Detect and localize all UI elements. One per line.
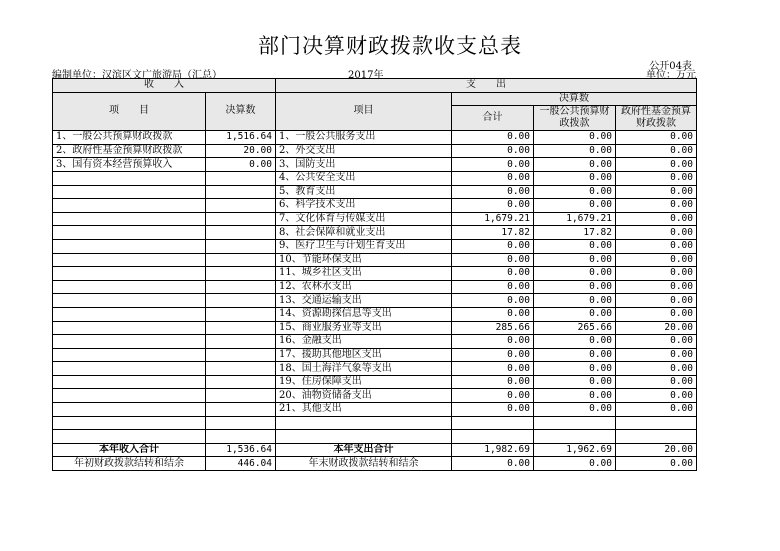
expense-header: 支 出	[276, 79, 697, 93]
expense-general: 0.00	[534, 280, 616, 294]
income-item-header: 项 目	[53, 92, 206, 131]
income-item	[53, 335, 206, 349]
expense-item: 16、金融支出	[276, 335, 452, 349]
totals-row-income-amount: 1,536.64	[206, 443, 276, 457]
expense-fund: 0.00	[616, 335, 697, 349]
expense-fund: 0.00	[616, 144, 697, 158]
totals-row-expense-label: 本年支出合计	[276, 443, 452, 457]
reporting-unit: 编制单位：汉滨区文广旅游局（汇总）	[52, 70, 222, 81]
expense-fund	[616, 416, 697, 430]
income-header: 收 入	[53, 79, 276, 93]
income-amount: 0.00	[206, 158, 276, 172]
income-item	[53, 280, 206, 294]
meta-line	[52, 66, 696, 81]
finance-table	[52, 78, 697, 471]
expense-fund: 0.00	[616, 158, 697, 172]
income-item	[53, 362, 206, 376]
income-amount	[206, 199, 276, 213]
balance-row-total: 0.00	[452, 457, 534, 471]
expense-item: 7、文化体育与传媒支出	[276, 212, 452, 226]
balance-row	[53, 457, 697, 471]
expense-general: 0.00	[534, 199, 616, 213]
expense-item	[276, 430, 452, 444]
expense-total	[452, 430, 534, 444]
expense-general: 0.00	[534, 185, 616, 199]
table-row	[53, 144, 697, 158]
expense-fund: 0.00	[616, 348, 697, 362]
income-amount	[206, 267, 276, 281]
income-amount	[206, 280, 276, 294]
expense-total: 0.00	[452, 171, 534, 185]
expense-fund: 0.00	[616, 307, 697, 321]
expense-total: 0.00	[452, 294, 534, 308]
table-row	[53, 131, 697, 145]
income-amount	[206, 335, 276, 349]
expense-item: 8、社会保障和就业支出	[276, 226, 452, 240]
expense-general: 0.00	[534, 375, 616, 389]
expense-general: 0.00	[534, 335, 616, 349]
income-item	[53, 171, 206, 185]
table-row	[53, 185, 697, 199]
income-amount: 1,516.64	[206, 131, 276, 145]
table-row	[53, 389, 697, 403]
expense-item: 10、节能环保支出	[276, 253, 452, 267]
income-amount	[206, 430, 276, 444]
income-amount	[206, 362, 276, 376]
expense-general: 0.00	[534, 144, 616, 158]
table-row	[53, 226, 697, 240]
balance-row-general: 0.00	[534, 457, 616, 471]
expense-total: 0.00	[452, 144, 534, 158]
income-item	[53, 253, 206, 267]
expense-general: 0.00	[534, 253, 616, 267]
expense-general: 0.00	[534, 403, 616, 417]
expense-fund: 0.00	[616, 267, 697, 281]
expense-total: 0.00	[452, 158, 534, 172]
expense-fund: 0.00	[616, 389, 697, 403]
income-amount: 20.00	[206, 144, 276, 158]
expense-general	[534, 430, 616, 444]
expense-total	[452, 416, 534, 430]
income-amount	[206, 294, 276, 308]
totals-row-general: 1,962.69	[534, 443, 616, 457]
expense-item: 13、交通运输支出	[276, 294, 452, 308]
table-row	[53, 348, 697, 362]
table-row	[53, 199, 697, 213]
expense-general: 1,679.21	[534, 212, 616, 226]
income-item	[53, 348, 206, 362]
expense-total: 0.00	[452, 307, 534, 321]
expense-general: 265.66	[534, 321, 616, 335]
expense-fund: 0.00	[616, 171, 697, 185]
expense-total: 0.00	[452, 335, 534, 349]
report-year: 2017年	[348, 70, 384, 81]
expense-general: 0.00	[534, 294, 616, 308]
income-amount	[206, 239, 276, 253]
table-row	[53, 321, 697, 335]
table-row	[53, 294, 697, 308]
expense-total: 0.00	[452, 199, 534, 213]
expense-total: 1,679.21	[452, 212, 534, 226]
page-title: 部门决算财政拨款收支总表	[258, 34, 522, 58]
income-item	[53, 416, 206, 430]
income-item	[53, 403, 206, 417]
balance-row-income-label: 年初财政拨款结转和结余	[53, 457, 206, 471]
income-item: 2、政府性基金预算财政拨款	[53, 144, 206, 158]
income-amount	[206, 321, 276, 335]
total-header: 合计	[452, 106, 534, 131]
expense-item: 3、国防支出	[276, 158, 452, 172]
expense-fund	[616, 430, 697, 444]
expense-item: 1、一般公共服务支出	[276, 131, 452, 145]
gov-fund-header: 政府性基金预算财政拨款	[616, 106, 697, 131]
expense-fund: 0.00	[616, 212, 697, 226]
expense-total: 0.00	[452, 362, 534, 376]
expense-total: 0.00	[452, 280, 534, 294]
expense-item: 2、外交支出	[276, 144, 452, 158]
income-amount	[206, 212, 276, 226]
income-amount	[206, 226, 276, 240]
expense-item: 20、油物资储备支出	[276, 389, 452, 403]
expense-general: 17.82	[534, 226, 616, 240]
income-amount	[206, 389, 276, 403]
expense-item-header: 项目	[276, 92, 452, 131]
balance-row-fund: 0.00	[616, 457, 697, 471]
table-row	[53, 335, 697, 349]
expense-fund: 0.00	[616, 199, 697, 213]
expense-fund: 0.00	[616, 226, 697, 240]
expense-item: 14、资源勘探信息等支出	[276, 307, 452, 321]
income-amount	[206, 185, 276, 199]
expense-total: 0.00	[452, 375, 534, 389]
income-item	[53, 307, 206, 321]
totals-row-total: 1,982.69	[452, 443, 534, 457]
expense-total: 0.00	[452, 389, 534, 403]
expense-item: 19、住房保障支出	[276, 375, 452, 389]
income-amount	[206, 253, 276, 267]
totals-row-income-label: 本年收入合计	[53, 443, 206, 457]
final-amount-group-header: 决算数	[452, 92, 697, 106]
expense-total: 0.00	[452, 131, 534, 145]
expense-fund: 0.00	[616, 294, 697, 308]
income-amount	[206, 171, 276, 185]
income-amount-header: 决算数	[206, 92, 276, 131]
income-amount	[206, 403, 276, 417]
expense-general: 0.00	[534, 171, 616, 185]
income-item: 1、一般公共预算财政拨款	[53, 131, 206, 145]
income-amount	[206, 375, 276, 389]
income-item	[53, 267, 206, 281]
income-item	[53, 430, 206, 444]
expense-general: 0.00	[534, 389, 616, 403]
expense-total: 0.00	[452, 403, 534, 417]
expense-item: 18、国土海洋气象等支出	[276, 362, 452, 376]
expense-item: 15、商业服务业等支出	[276, 321, 452, 335]
table-row	[53, 375, 697, 389]
table-row	[53, 158, 697, 172]
income-amount	[206, 348, 276, 362]
expense-general: 0.00	[534, 348, 616, 362]
expense-fund: 20.00	[616, 321, 697, 335]
income-amount	[206, 307, 276, 321]
expense-fund: 0.00	[616, 403, 697, 417]
table-row	[53, 267, 697, 281]
expense-total: 0.00	[452, 239, 534, 253]
table-row	[53, 307, 697, 321]
expense-total: 0.00	[452, 348, 534, 362]
expense-fund: 0.00	[616, 375, 697, 389]
income-amount	[206, 416, 276, 430]
expense-fund: 0.00	[616, 131, 697, 145]
table-row	[53, 430, 697, 444]
expense-item: 11、城乡社区支出	[276, 267, 452, 281]
expense-item: 4、公共安全支出	[276, 171, 452, 185]
expense-general	[534, 416, 616, 430]
table-row	[53, 212, 697, 226]
expense-item: 17、援助其他地区支出	[276, 348, 452, 362]
expense-total: 0.00	[452, 267, 534, 281]
expense-fund: 0.00	[616, 185, 697, 199]
totals-row	[53, 443, 697, 457]
totals-row-fund: 20.00	[616, 443, 697, 457]
form-code: 公开04表	[649, 61, 692, 72]
table-row	[53, 253, 697, 267]
income-item	[53, 239, 206, 253]
income-item	[53, 199, 206, 213]
income-item: 3、国有资本经营预算收入	[53, 158, 206, 172]
expense-general: 0.00	[534, 362, 616, 376]
table-row	[53, 239, 697, 253]
expense-general: 0.00	[534, 307, 616, 321]
income-item	[53, 294, 206, 308]
expense-general: 0.00	[534, 267, 616, 281]
table-row	[53, 403, 697, 417]
expense-total: 285.66	[452, 321, 534, 335]
income-item	[53, 389, 206, 403]
expense-fund: 0.00	[616, 253, 697, 267]
balance-row-expense-label: 年末财政拨款结转和结余	[276, 457, 452, 471]
income-item	[53, 212, 206, 226]
expense-item: 6、科学技术支出	[276, 199, 452, 213]
expense-general: 0.00	[534, 158, 616, 172]
table-row	[53, 362, 697, 376]
expense-fund: 0.00	[616, 280, 697, 294]
expense-item	[276, 416, 452, 430]
income-item	[53, 226, 206, 240]
income-item	[53, 375, 206, 389]
table-row	[53, 171, 697, 185]
expense-item: 12、农林水支出	[276, 280, 452, 294]
general-budget-header: 一般公共预算财政拨款	[534, 106, 616, 131]
expense-item: 5、教育支出	[276, 185, 452, 199]
balance-row-income-amount: 446.04	[206, 457, 276, 471]
expense-total: 17.82	[452, 226, 534, 240]
expense-item: 21、其他支出	[276, 403, 452, 417]
expense-fund: 0.00	[616, 239, 697, 253]
table-row	[53, 280, 697, 294]
money-unit: 单位：万元	[646, 70, 696, 81]
expense-item: 9、医疗卫生与计划生育支出	[276, 239, 452, 253]
expense-total: 0.00	[452, 185, 534, 199]
expense-total: 0.00	[452, 253, 534, 267]
expense-fund: 0.00	[616, 362, 697, 376]
expense-general: 0.00	[534, 131, 616, 145]
income-item	[53, 321, 206, 335]
income-item	[53, 185, 206, 199]
table-row	[53, 416, 697, 430]
expense-general: 0.00	[534, 239, 616, 253]
